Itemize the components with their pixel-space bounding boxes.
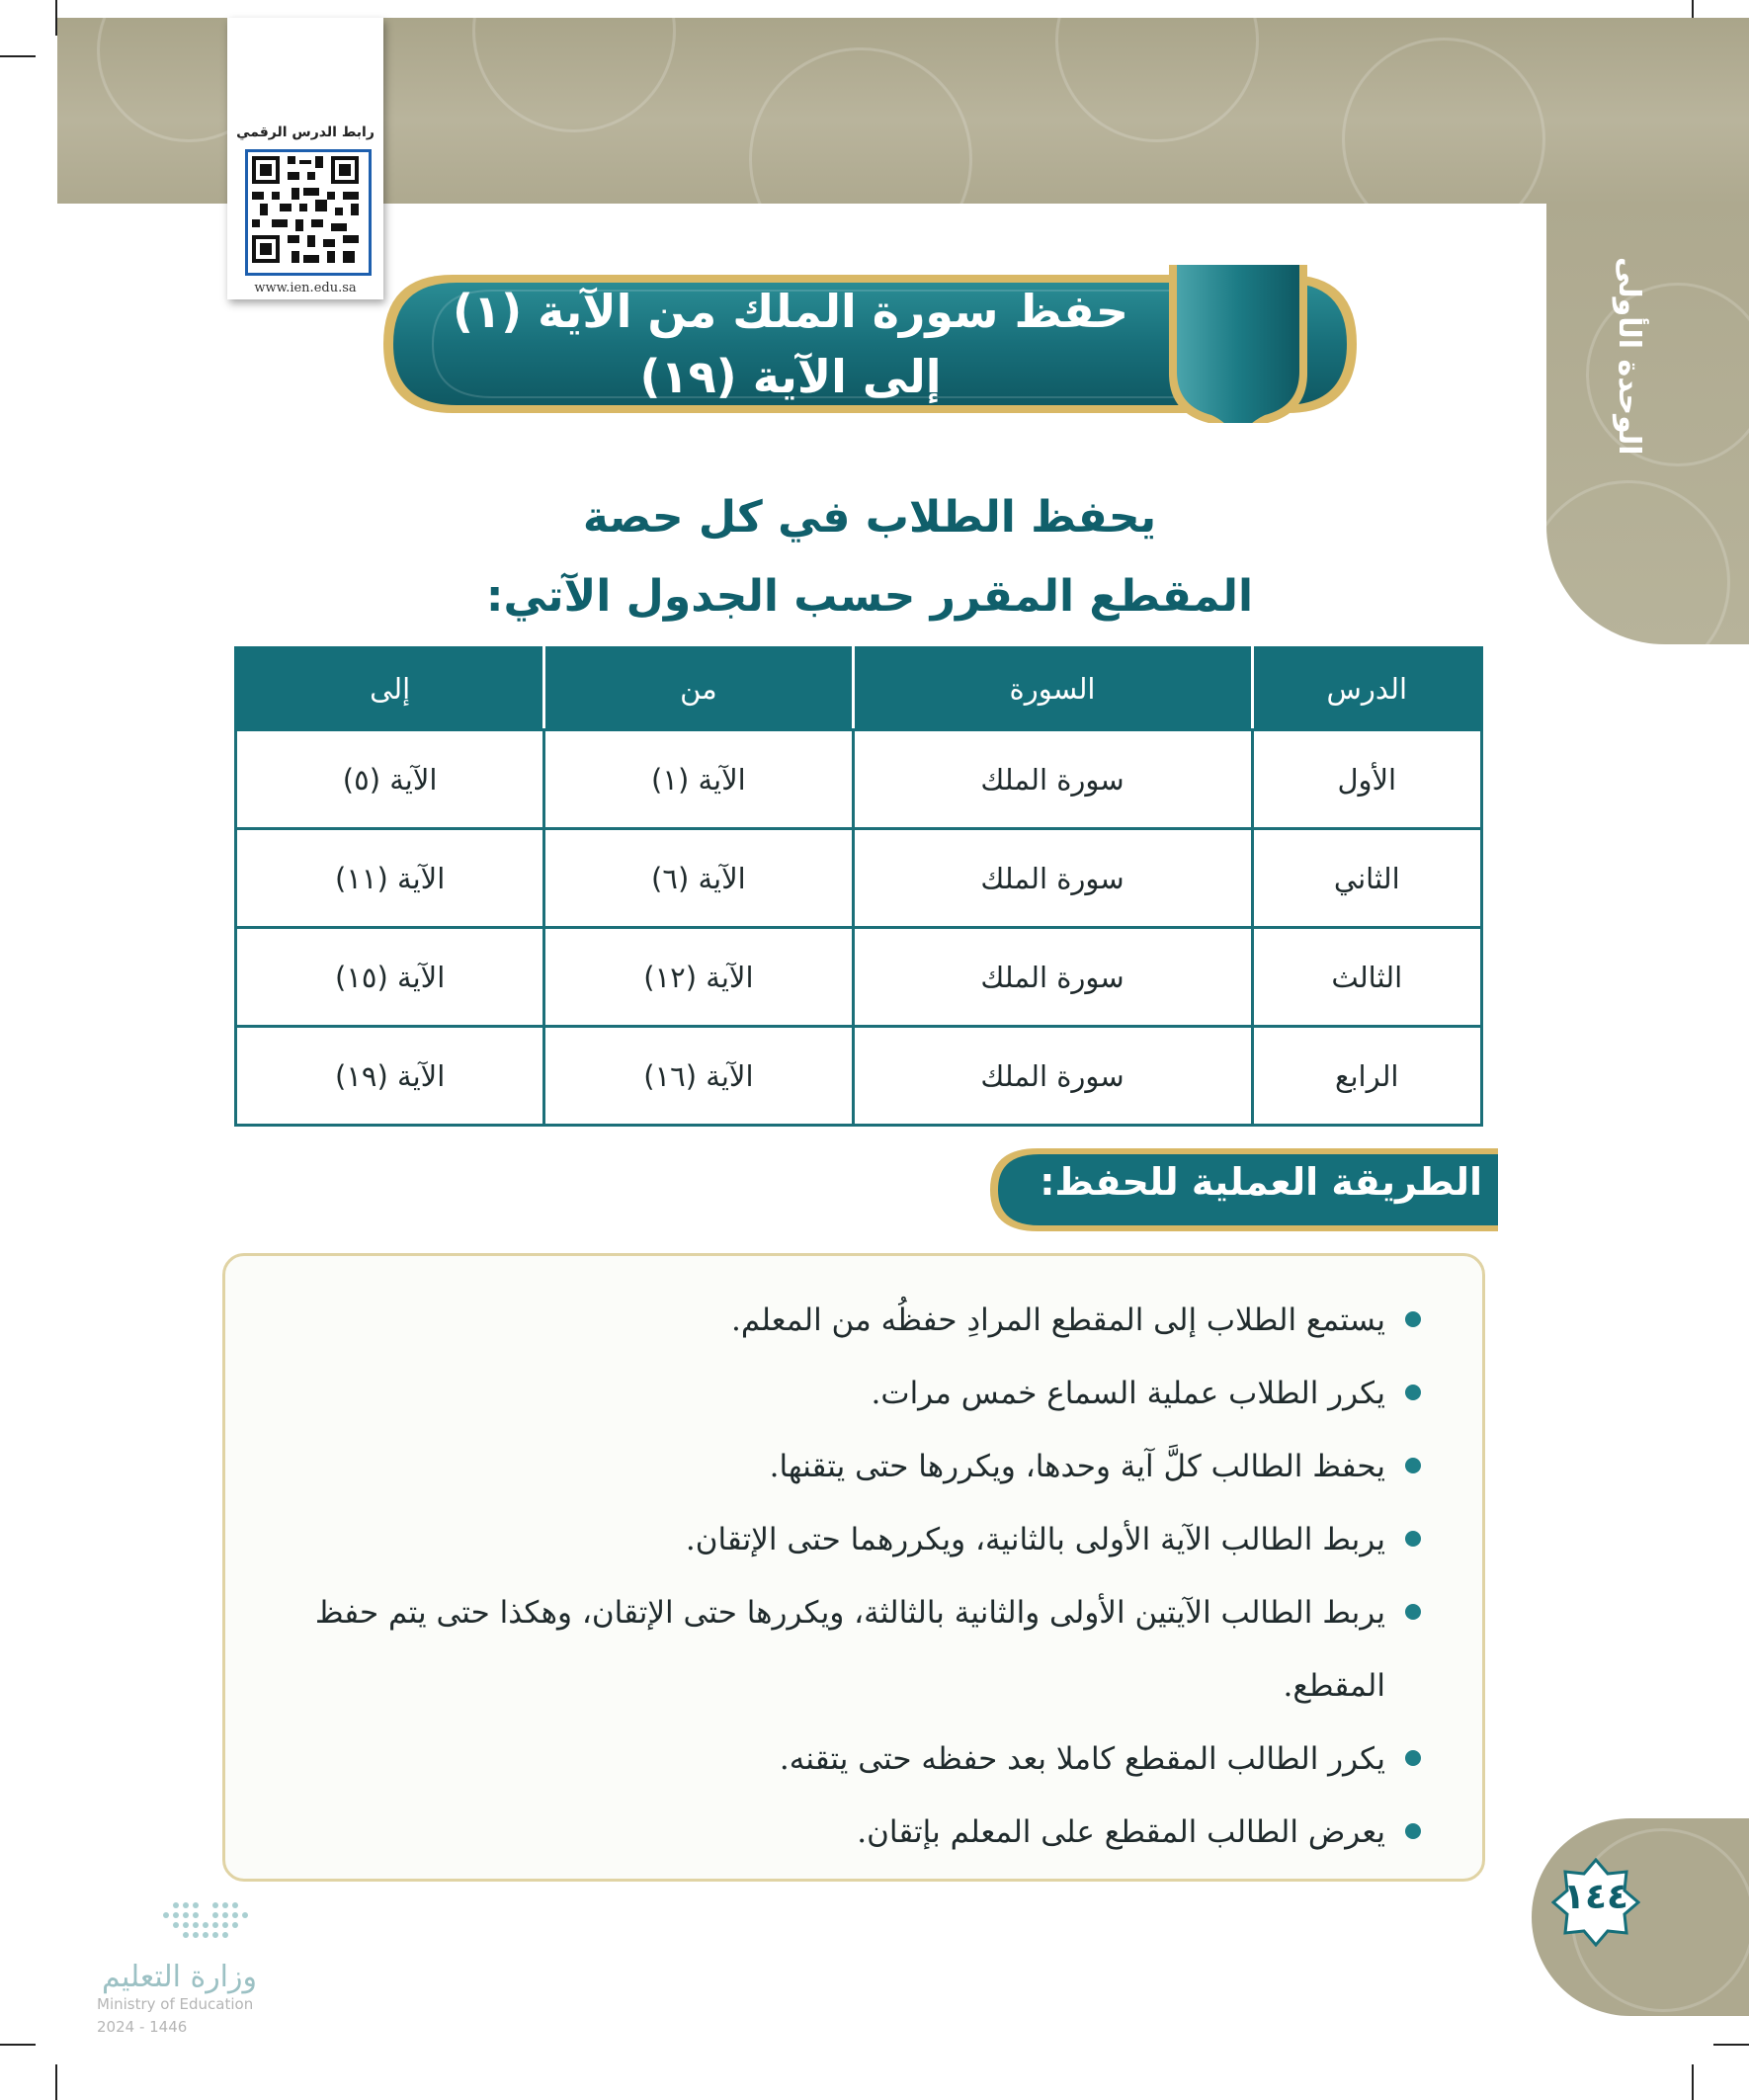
band-pattern — [472, 18, 676, 132]
cell-to: الآية (١٩) — [236, 1027, 544, 1126]
bullet-icon — [1405, 1604, 1421, 1620]
cell-surah: سورة الملك — [853, 730, 1252, 829]
cell-from: الآية (١٢) — [544, 928, 853, 1027]
table-row — [236, 829, 1482, 928]
step-text: يكرر الطلاب عملية السماع خمس مرات. — [871, 1376, 1385, 1411]
header-lesson: الدرس — [1252, 648, 1481, 730]
qr-code-icon — [248, 152, 363, 267]
title-line-2: إلى الآية (١٩) — [639, 350, 942, 403]
band-pattern — [1342, 38, 1545, 204]
crop-mark — [1692, 2064, 1694, 2100]
band-pattern — [1546, 480, 1730, 644]
step-text: يستمع الطلاب إلى المقطع المرادِ حفظُه من المعلم. — [731, 1302, 1385, 1338]
list-item — [304, 1430, 1421, 1503]
method-steps-box — [222, 1253, 1485, 1882]
method-heading: الطريقة العملية للحفظ: — [1040, 1160, 1482, 1204]
cell-to: الآية (١١) — [236, 829, 544, 928]
header-from: من — [544, 648, 853, 730]
table-header-row — [236, 648, 1482, 730]
list-item — [304, 1722, 1421, 1796]
intro-line-1: يحفظ الطلاب في كل حصة — [582, 492, 1157, 543]
band-pattern — [749, 47, 972, 204]
qr-caption: رابط الدرس الرقمي — [236, 125, 375, 140]
cell-lesson: الثاني — [1252, 829, 1481, 928]
step-text: يربط الطالب الآيتين الأولى والثانية بالثالثة، ويكررها حتى الإتقان، وهكذا حتى يتم حفظ المقطع. — [314, 1595, 1385, 1704]
bullet-icon — [1405, 1385, 1421, 1400]
unit-label: الوحدة الأولى — [1612, 256, 1646, 456]
crop-mark — [0, 55, 36, 57]
cell-lesson: الأول — [1252, 730, 1481, 829]
band-pattern — [1055, 18, 1259, 142]
ministry-name-english: Ministry of Education — [97, 1995, 254, 2013]
crop-mark — [1713, 2044, 1749, 2046]
cell-from: الآية (١) — [544, 730, 853, 829]
list-item — [304, 1357, 1421, 1430]
qr-card[interactable] — [227, 18, 383, 299]
header-to: إلى — [236, 648, 544, 730]
step-text: يحفظ الطالب كلَّ آية وحدها، ويكررها حتى يتقنها. — [769, 1449, 1385, 1484]
lesson-title — [415, 279, 1166, 409]
table-row — [236, 1027, 1482, 1126]
table-row — [236, 928, 1482, 1027]
crop-mark — [55, 2064, 57, 2100]
method-steps-list — [304, 1284, 1421, 1869]
bullet-icon — [1405, 1531, 1421, 1547]
bullet-icon — [1405, 1458, 1421, 1473]
cell-from: الآية (١٦) — [544, 1027, 853, 1126]
cell-surah: سورة الملك — [853, 1027, 1252, 1126]
schedule-table — [234, 646, 1483, 1127]
step-text: يكرر الطالب المقطع كاملا بعد حفظه حتى يتقنه. — [779, 1741, 1385, 1777]
cell-lesson: الثالث — [1252, 928, 1481, 1027]
qr-code[interactable] — [245, 149, 372, 276]
step-text: يعرض الطالب المقطع على المعلم بإتقان. — [857, 1814, 1385, 1850]
page-number: ١٤٤ — [1563, 1877, 1628, 1917]
edition-year: 2024 - 1446 — [97, 2018, 188, 2036]
bullet-icon — [1405, 1311, 1421, 1327]
crop-mark — [0, 2044, 36, 2046]
list-item — [304, 1503, 1421, 1576]
ministry-name-arabic: وزارة التعليم — [101, 1960, 257, 1994]
bullet-icon — [1405, 1823, 1421, 1839]
title-line-1: حفظ سورة الملك من الآية (١) — [453, 285, 1128, 338]
step-text: يربط الطالب الآية الأولى بالثانية، ويكررهما حتى الإتقان. — [685, 1522, 1385, 1557]
table-row — [236, 730, 1482, 829]
intro-line-2: المقطع المقرر حسب الجدول الآتي: — [485, 571, 1254, 622]
side-band — [1546, 204, 1749, 644]
list-item — [304, 1796, 1421, 1869]
header-surah: السورة — [853, 648, 1252, 730]
intro-text — [395, 478, 1344, 636]
list-item — [304, 1576, 1421, 1722]
cell-lesson: الرابع — [1252, 1027, 1481, 1126]
cell-to: الآية (١٥) — [236, 928, 544, 1027]
bullet-icon — [1405, 1750, 1421, 1766]
cell-surah: سورة الملك — [853, 928, 1252, 1027]
list-item — [304, 1284, 1421, 1357]
cell-surah: سورة الملك — [853, 829, 1252, 928]
qr-url-link[interactable]: www.ien.edu.sa — [254, 281, 357, 295]
cell-to: الآية (٥) — [236, 730, 544, 829]
cell-from: الآية (٦) — [544, 829, 853, 928]
